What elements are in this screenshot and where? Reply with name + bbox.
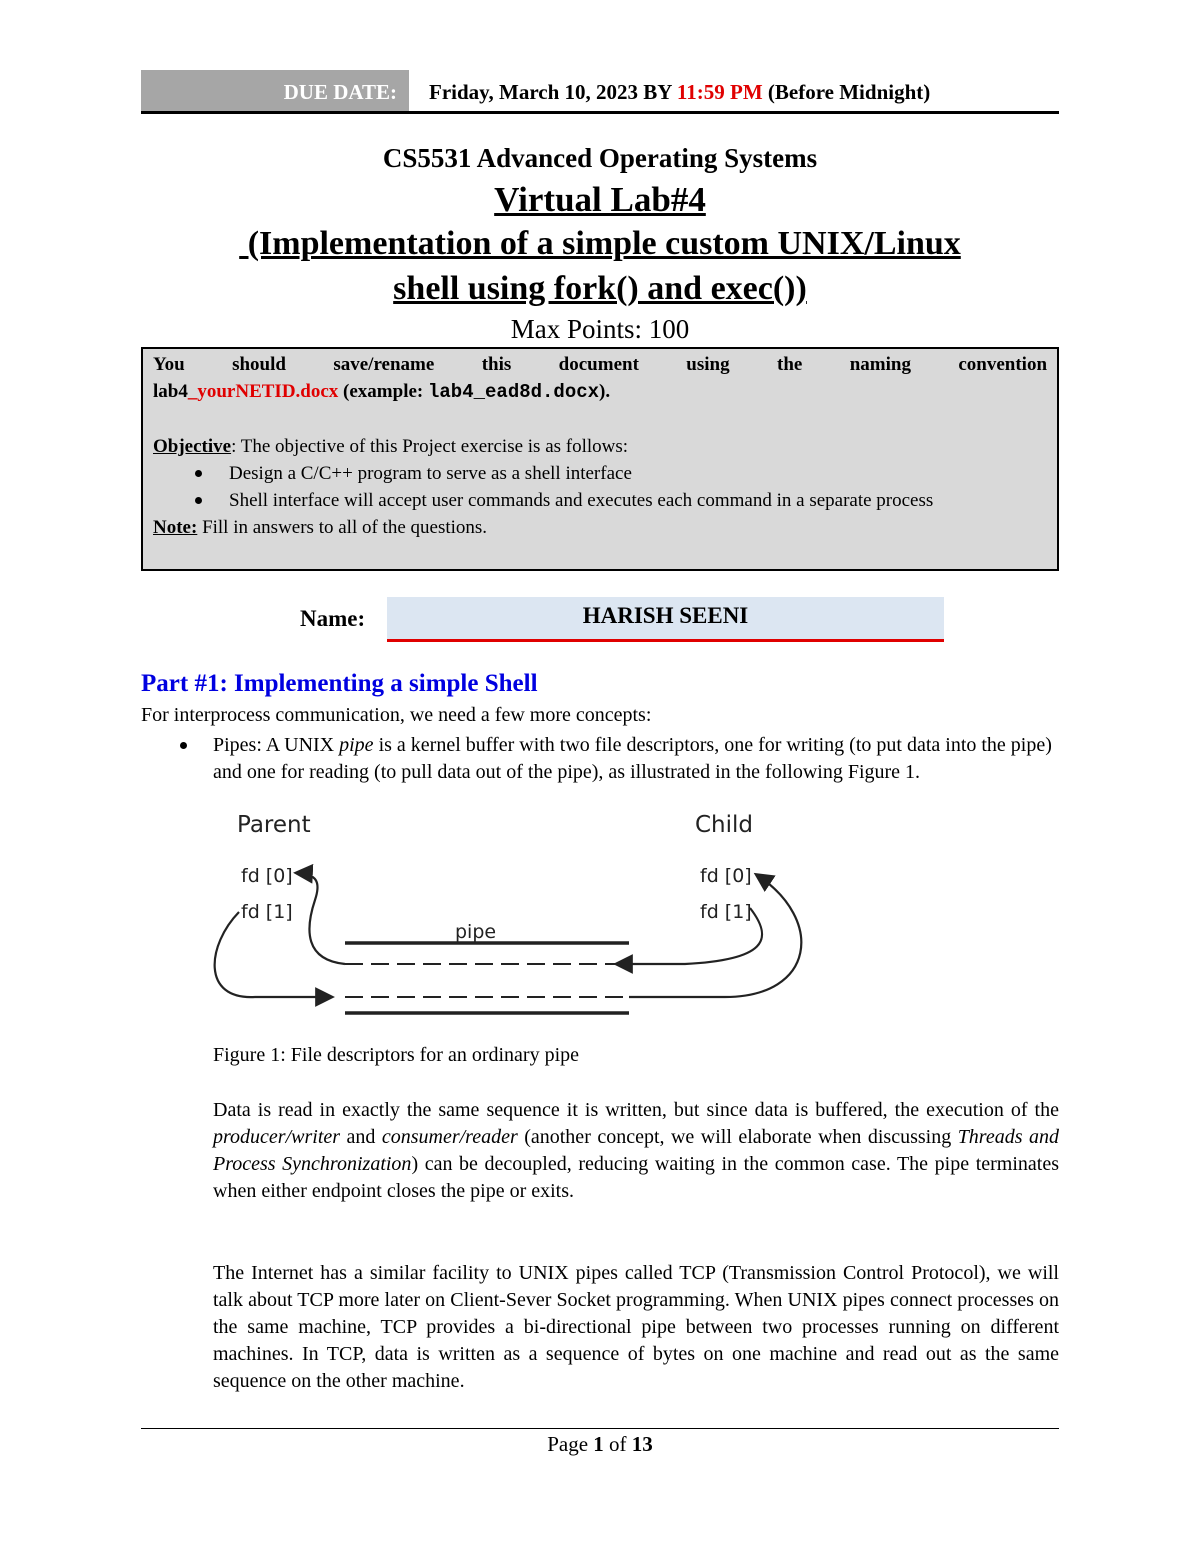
due-time: 11:59 PM [676, 80, 763, 104]
objective-line: Objective: The objective of this Project exercise is as follows: [153, 436, 629, 457]
parent-write-arrow [215, 912, 331, 997]
due-date-bar [141, 70, 1059, 114]
page-number: Page 1 of 13 [547, 1432, 653, 1456]
netid-placeholder: _yourNETID.docx [187, 381, 339, 402]
note-label: Note: [153, 517, 198, 538]
course-title: CS5531 Advanced Operating Systems [382, 143, 818, 173]
part1-heading: Part #1: Implementing a simple Shell [141, 670, 538, 697]
parent-fd1-label: fd [1] [241, 901, 293, 923]
child-label: Child [695, 812, 754, 838]
objective-label: Objective [153, 436, 232, 457]
objective-bullet: Shell interface will accept user commands and executes each command in a separate process [153, 487, 1047, 514]
parent-label: Parent [237, 812, 311, 838]
instructions-box [141, 347, 1059, 571]
pipe-explanation-paragraph: Data is read in exactly the same sequence it is written, but since data is buffered, the execution of the producer/writer and consumer/reader (another concept, we will elaborate when discussing Threads and Process Synchronization) can be decoupled, reducing waiting in the common case. The pipe terminates when either endpoint closes the pipe or exits. [213, 1099, 1059, 1202]
objective-bullet: Design a C/C++ program to serve as a shell interface [153, 460, 1047, 487]
parent-fd0-label: fd [0] [241, 865, 293, 887]
name-field[interactable]: HARISH SEENI [387, 597, 944, 642]
tcp-paragraph: The Internet has a similar facility to UNIX pipes called TCP (Transmission Control Protocol), we will talk about TCP more later on Client-Sever Socket programming. When UNIX pipes connect processes on the same machine, TCP provides a bi-directional pipe between two processes running on different machines. In TCP, data is written as a sequence of bytes on one machine and read out as the same sequence on the other machine. [213, 1262, 1059, 1392]
due-date-text: Friday, March 10, 2023 BY 11:59 PM (Before Midnight) [429, 80, 931, 104]
pipe-label: pipe [455, 921, 497, 943]
parent-read-arrow [297, 873, 345, 964]
figure-caption: Figure 1: File descriptors for an ordinary pipe [213, 1044, 580, 1066]
save-instruction-line: You should save/rename this document using the naming convention [153, 354, 1048, 375]
footer-rule [141, 1428, 1059, 1429]
bullet-icon [195, 470, 202, 477]
example-filename: lab4_ead8d.docx [428, 381, 600, 403]
lab-title: Virtual Lab#4 [494, 180, 706, 219]
bullet-icon [180, 742, 187, 749]
lab-subtitle-line1: (Implementation of a simple custom UNIX/Linux [239, 225, 961, 262]
pipe-figure [205, 810, 825, 1030]
name-label: Name: [300, 606, 366, 631]
pipes-bullet: Pipes: A UNIX pipe is a kernel buffer with two file descriptors, one for writing (to put data into the pipe) and one for reading (to pull data out of the pipe), as illustrated in the following Figure 1. [213, 732, 1059, 786]
child-read-arrow [629, 875, 801, 997]
bullet-icon [195, 497, 202, 504]
child-fd1-label: fd [1] [700, 901, 752, 923]
lab-subtitle-line2: shell using fork() and exec()) [393, 270, 807, 307]
due-date-label: DUE DATE: [141, 70, 409, 111]
part1-intro: For interprocess communication, we need a few more concepts: [141, 704, 652, 726]
child-fd0-label: fd [0] [700, 865, 752, 887]
note-line: Note: Fill in answers to all of the questions. [153, 517, 488, 538]
max-points: Max Points: 100 [510, 314, 690, 344]
naming-convention-line: lab4_yourNETID.docx (example: lab4_ead8d.docx). [153, 381, 611, 403]
